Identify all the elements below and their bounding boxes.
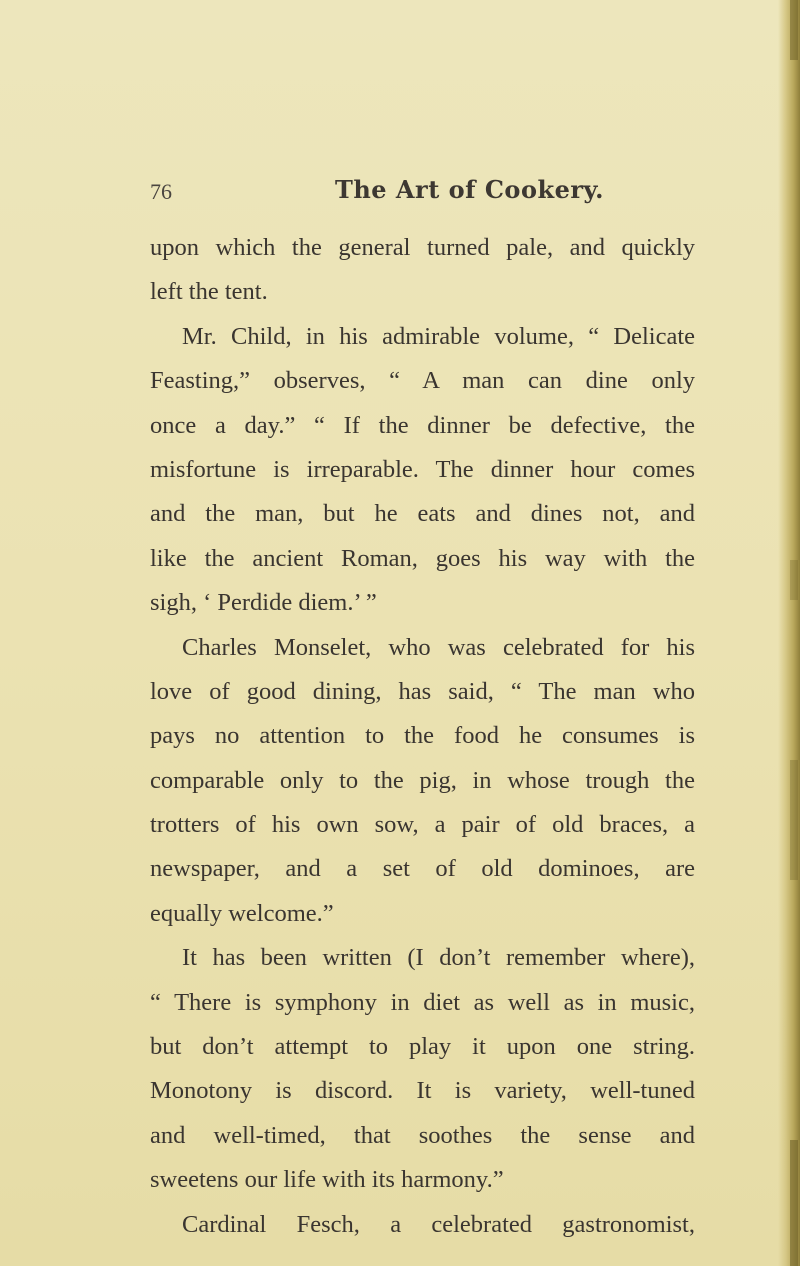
text-line: upon which the general turned pale, and quickly [150,234,695,261]
text-line: Charles Monselet, who was celebrated for his [182,633,695,661]
text-line: love of good dining, has said, “ The man who [150,677,695,705]
text-line: Monotony is discord. It is variety, well-tuned [150,1077,695,1105]
page-number: 76 [150,179,172,204]
text-line: misfortune is irreparable. The dinner hour comes [150,455,695,483]
text-line: sweetens our life with its harmony.” [150,1166,504,1194]
text-line: Cardinal Fesch, a celebrated gastronomist, [182,1210,695,1238]
text-line: It has been written (I don’t remember where), [182,944,695,972]
text-line: trotters of his own sow, a pair of old braces, a [150,811,695,839]
text-line: newspaper, and a set of old dominoes, are [150,855,695,883]
text-line: sigh, ‘ Perdide diem.’ ” [150,589,377,617]
page-edge [778,0,800,1266]
page-header [150,175,770,215]
text-line: Feasting,” observes, “ A man can dine only [150,367,695,395]
text-line: like the ancient Roman, goes his way with the [150,544,695,572]
body-text [150,226,695,1247]
text-line: equally welcome.” [150,899,334,927]
text-line: pays no attention to the food he consumes is [150,722,695,750]
text-line: and well-timed, that soothes the sense and [150,1121,695,1149]
text-line: comparable only to the pig, in whose trough the [150,766,695,794]
text-line: Mr. Child, in his admirable volume, “ Delicate [182,322,695,350]
text-line: but don’t attempt to play it upon one string. [150,1033,695,1061]
text-line: left the tent. [150,278,268,306]
text-line: and the man, but he eats and dines not, and [150,500,695,528]
running-title: The Art of Cookery. [335,175,605,204]
text-line: “ There is symphony in diet as well as in music, [150,988,695,1016]
text-line: once a day.” “ If the dinner be defective, the [150,411,695,439]
